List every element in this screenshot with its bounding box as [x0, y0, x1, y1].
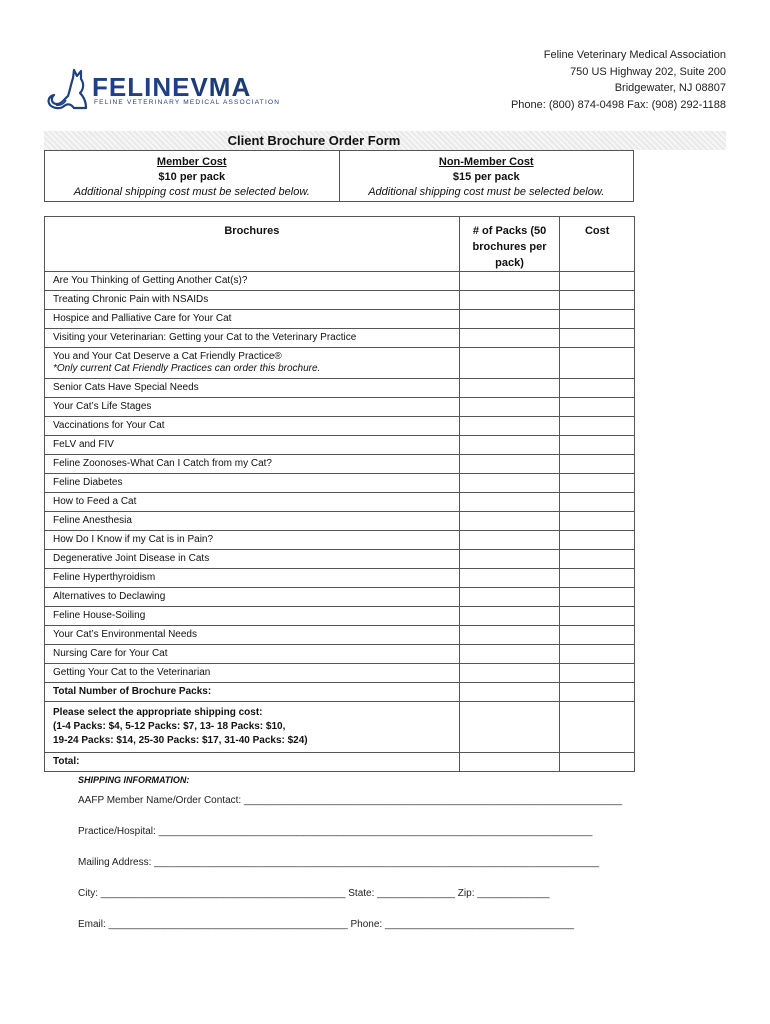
member-cost-heading: Member Cost [156, 156, 227, 168]
shipping-packs-input[interactable] [459, 702, 560, 753]
brochure-title: Senior Cats Have Special Needs [45, 379, 460, 398]
brochure-title: Feline Diabetes [45, 474, 460, 493]
cost-input[interactable] [560, 291, 635, 310]
table-row [45, 645, 635, 664]
table-row [45, 348, 635, 379]
brochure-title: Your Cat’s Environmental Needs [45, 626, 460, 645]
practice-field[interactable]: Practice/Hospital: ______________________________________________________________________________ [78, 826, 593, 837]
brochure-title: Feline House-Soiling [45, 607, 460, 626]
brochure-order-table [44, 216, 635, 772]
shipping-cost-label: Please select the appropriate shipping cost: (1-4 Packs: $4, 5-12 Packs: $7, 13- 18 Packs: $10, 19-24 Packs: $14, 25-30 Packs: $17, 31-40 Packs: $24) [45, 702, 460, 753]
total-row [45, 753, 635, 772]
member-cost [45, 151, 339, 201]
form-title: Client Brochure Order Form [227, 133, 401, 148]
brochure-title: Vaccinations for Your Cat [45, 417, 460, 436]
brochure-title: Hospice and Palliative Care for Your Cat [45, 310, 460, 329]
cost-input[interactable] [560, 664, 635, 683]
brochures-header: Brochures [45, 217, 460, 272]
org-phone-fax: Phone: (800) 874-0498 Fax: (908) 292-1188 [510, 98, 726, 111]
table-row [45, 436, 635, 455]
table-row [45, 329, 635, 348]
total-packs-label: Total Number of Brochure Packs: [45, 683, 460, 702]
table-row [45, 291, 635, 310]
email-phone-field[interactable]: Email: ___________________________________________ Phone: __________________________________ [78, 919, 575, 930]
logo-tagline: FELINE VETERINARY MEDICAL ASSOCIATION [94, 99, 281, 106]
cost-input[interactable] [560, 588, 635, 607]
org-name: Feline Veterinary Medical Association [543, 49, 726, 61]
brochure-title: Are You Thinking of Getting Another Cat(s)? [45, 272, 460, 291]
org-address-line1: 750 US Highway 202, Suite 200 [570, 65, 726, 78]
non-member-cost-price: $15 per pack [452, 171, 520, 183]
packs-input[interactable] [459, 272, 560, 291]
cost-input[interactable] [560, 569, 635, 588]
table-row [45, 398, 635, 417]
table-row [45, 310, 635, 329]
packs-input[interactable] [459, 474, 560, 493]
total-packs-cost[interactable] [560, 683, 635, 702]
packs-input[interactable] [459, 436, 560, 455]
table-row [45, 531, 635, 550]
packs-header: # of Packs (50 brochures per pack) [459, 217, 560, 272]
packs-input[interactable] [459, 291, 560, 310]
packs-input[interactable] [459, 512, 560, 531]
packs-input[interactable] [459, 348, 560, 379]
brochure-title: Treating Chronic Pain with NSAIDs [45, 291, 460, 310]
member-cost-price: $10 per pack [158, 171, 226, 183]
cost-header: Cost [560, 217, 635, 272]
cost-input[interactable] [560, 550, 635, 569]
table-row [45, 550, 635, 569]
felinevma-logo [44, 64, 281, 112]
brochure-title: Feline Anesthesia [45, 512, 460, 531]
table-row [45, 379, 635, 398]
table-row [45, 588, 635, 607]
non-member-cost-note: Additional shipping cost must be selected below. [368, 186, 605, 198]
cost-input[interactable] [560, 272, 635, 291]
cost-input[interactable] [560, 455, 635, 474]
table-row [45, 455, 635, 474]
cost-input[interactable] [560, 379, 635, 398]
brochure-title: Visiting your Veterinarian: Getting your Cat to the Veterinary Practice [45, 329, 460, 348]
cost-input[interactable] [560, 398, 635, 417]
packs-input[interactable] [459, 569, 560, 588]
table-row [45, 512, 635, 531]
total-packs-cell[interactable] [459, 753, 560, 772]
brochure-title: Getting Your Cat to the Veterinarian [45, 664, 460, 683]
cost-input[interactable] [560, 512, 635, 531]
packs-input[interactable] [459, 645, 560, 664]
cost-input[interactable] [560, 310, 635, 329]
table-header-row [45, 217, 635, 272]
non-member-cost [339, 151, 634, 201]
cost-input[interactable] [560, 348, 635, 379]
total-label: Total: [45, 753, 460, 772]
brochure-title: Feline Hyperthyroidism [45, 569, 460, 588]
brochure-title: How to Feed a Cat [45, 493, 460, 512]
cost-input[interactable] [560, 626, 635, 645]
shipping-cost-row [45, 702, 635, 753]
table-row [45, 664, 635, 683]
cat-silhouette-icon [44, 66, 92, 112]
organization-address [511, 47, 726, 113]
table-row [45, 626, 635, 645]
cost-input[interactable] [560, 493, 635, 512]
packs-input[interactable] [459, 310, 560, 329]
packs-input[interactable] [459, 588, 560, 607]
packs-input[interactable] [459, 398, 560, 417]
brochure-title: Your Cat’s Life Stages [45, 398, 460, 417]
contact-field[interactable]: AAFP Member Name/Order Contact: ____________________________________________________________________ [78, 795, 623, 806]
total-packs-input[interactable] [459, 683, 560, 702]
cost-input[interactable] [560, 329, 635, 348]
table-row [45, 569, 635, 588]
cost-input[interactable] [560, 607, 635, 626]
logo-wordmark: FELINEVMA [92, 72, 252, 102]
packs-input[interactable] [459, 664, 560, 683]
packs-input[interactable] [459, 455, 560, 474]
brochure-title: You and Your Cat Deserve a Cat Friendly Practice® *Only current Cat Friendly Practices can order this brochure. [45, 348, 460, 379]
shipping-cost-input[interactable] [560, 702, 635, 753]
city-state-zip-field[interactable]: City: ____________________________________________ State: ______________ Zip: _____________ [78, 888, 550, 899]
packs-input[interactable] [459, 493, 560, 512]
brochure-title: Degenerative Joint Disease in Cats [45, 550, 460, 569]
cost-input[interactable] [560, 417, 635, 436]
org-address-line2: Bridgewater, NJ 08807 [614, 82, 726, 94]
table-row [45, 417, 635, 436]
table-row [45, 607, 635, 626]
packs-input[interactable] [459, 417, 560, 436]
total-packs-row [45, 683, 635, 702]
brochure-title: Alternatives to Declawing [45, 588, 460, 607]
non-member-cost-heading: Non-Member Cost [438, 156, 534, 168]
member-cost-note: Additional shipping cost must be selected below. [73, 186, 310, 198]
brochure-title: Feline Zoonoses-What Can I Catch from my Cat? [45, 455, 460, 474]
cost-input[interactable] [560, 436, 635, 455]
cost-input[interactable] [560, 531, 635, 550]
shipping-info-title: SHIPPING INFORMATION: [78, 775, 190, 785]
cost-input[interactable] [560, 474, 635, 493]
cat-friendly-note: *Only current Cat Friendly Practices can order this brochure. [53, 363, 321, 374]
pricing-box [44, 150, 634, 202]
brochure-title: Nursing Care for Your Cat [45, 645, 460, 664]
packs-input[interactable] [459, 626, 560, 645]
packs-input[interactable] [459, 531, 560, 550]
brochure-title: How Do I Know if my Cat is in Pain? [45, 531, 460, 550]
table-row [45, 474, 635, 493]
brochure-title: FeLV and FIV [45, 436, 460, 455]
cost-input[interactable] [560, 645, 635, 664]
packs-input[interactable] [459, 550, 560, 569]
packs-input[interactable] [459, 379, 560, 398]
mailing-address-field[interactable]: Mailing Address: ________________________________________________________________________________ [78, 857, 600, 868]
total-cost-input[interactable] [560, 753, 635, 772]
packs-input[interactable] [459, 607, 560, 626]
table-row [45, 272, 635, 291]
packs-input[interactable] [459, 329, 560, 348]
table-row [45, 493, 635, 512]
